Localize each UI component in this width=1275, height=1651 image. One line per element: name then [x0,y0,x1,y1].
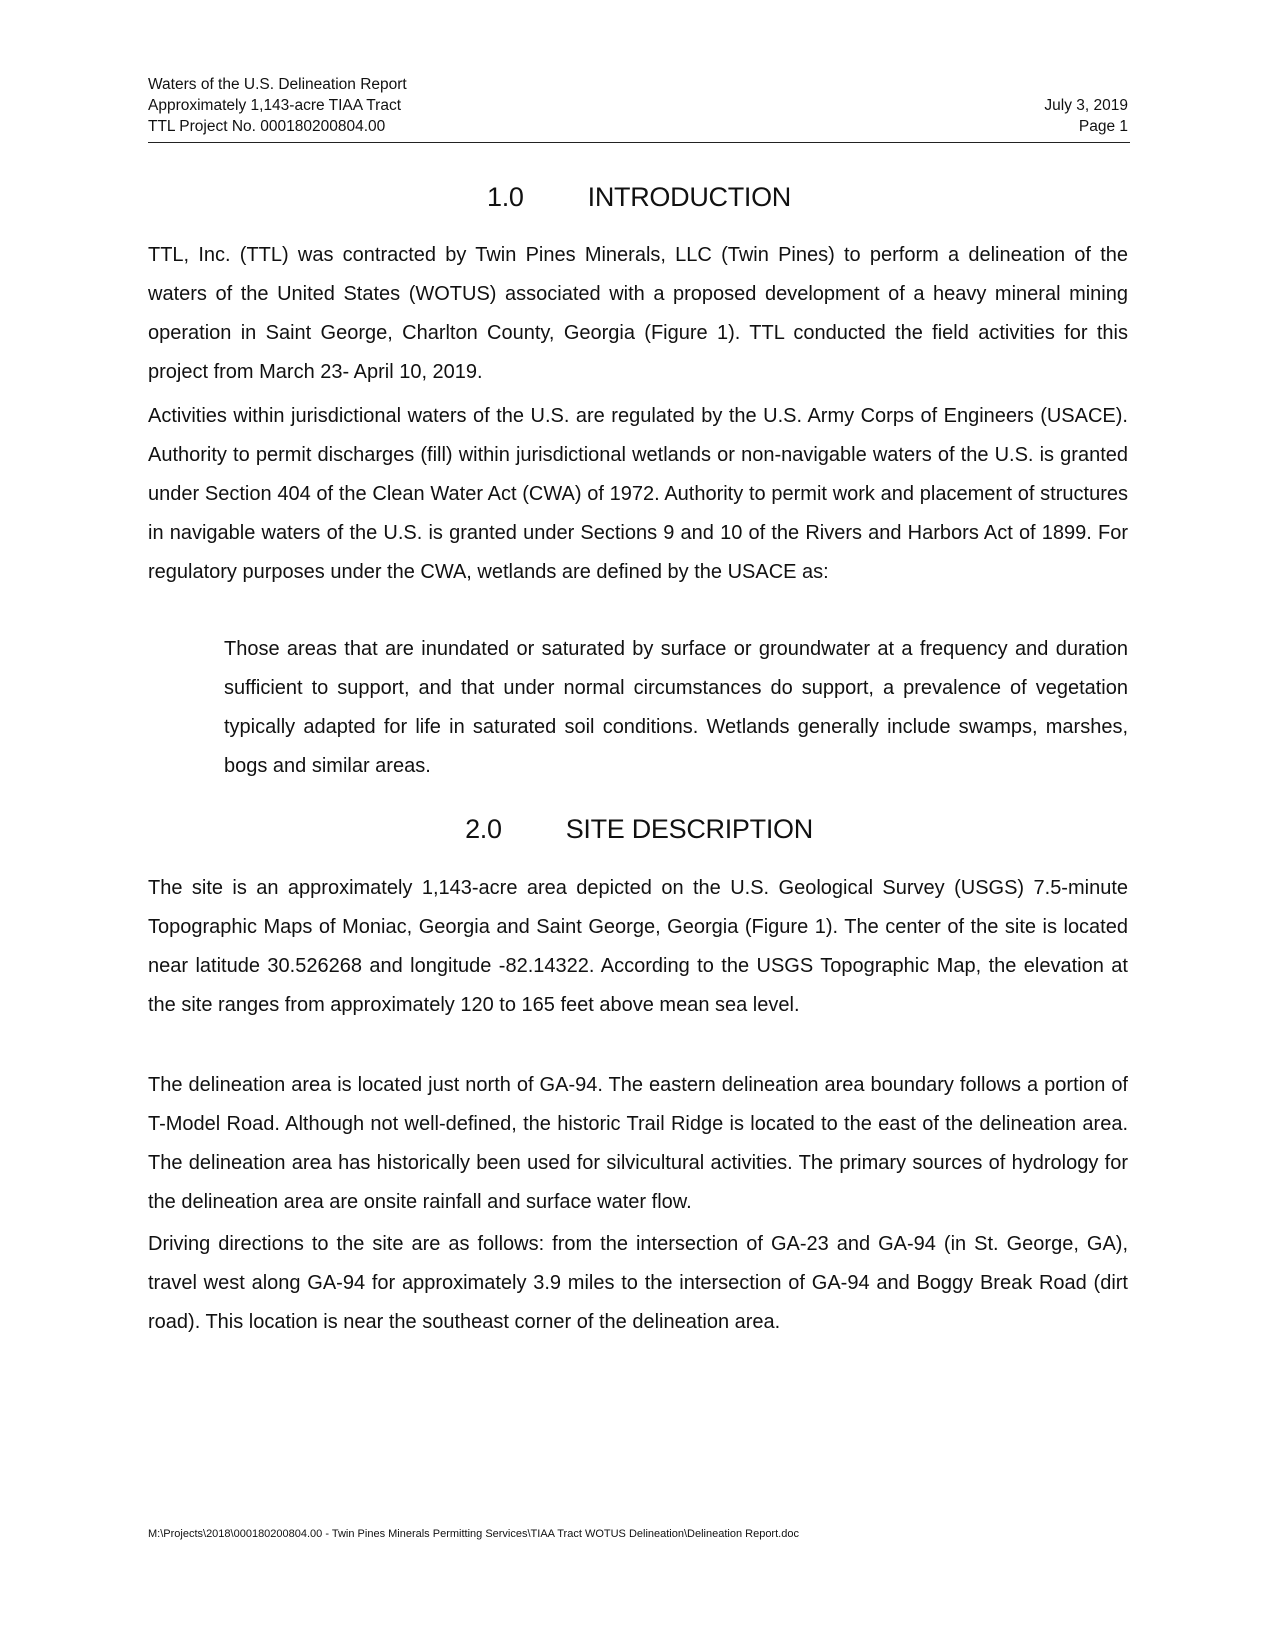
paragraph: The delineation area is located just north of GA-94. The eastern delineation area boundary follows a portion of T-Model Road. Although not well-defined, the historic Trail Ridge is located to the east of the delineation area. The delineation area has historically been used for silvicultural activities. The primary sources of hydrology for the delineation area are onsite rainfall and surface water flow. [148,1074,1128,1213]
paragraph: Activities within jurisdictional waters of the U.S. are regulated by the U.S. Army Corps of Engineers (USACE). Authority to permit discharges (fill) within jurisdictional wetlands or non-navigable waters of the U.S. is granted under Section 404 of the Clean Water Act (CWA) of 1972. Authority to permit work and placement of structures in navigable waters of the U.S. is granted under Sections 9 and 10 of the Rivers and Harbors Act of 1899. For regulatory purposes under the CWA, wetlands are defined by the USACE as: [148,405,1128,583]
paragraph: TTL, Inc. (TTL) was contracted by Twin Pines Minerals, LLC (Twin Pines) to perform a delineation of the waters of the United States (WOTUS) associated with a proposed development of a heavy mineral mining operation in Saint George, Charlton County, Georgia (Figure 1). TTL conducted the field activities for this project from March 23- April 10, 2019. [148,244,1128,383]
paragraph: The site is an approximately 1,143-acre area depicted on the U.S. Geological Survey (USGS) 7.5-minute Topographic Maps of Moniac, Georgia and Saint George, Georgia (Figure 1). The center of the site is located near latitude 30.526268 and longitude -82.14322. According to the USGS Topographic Map, the elevation at the site ranges from approximately 120 to 165 feet above mean sea level. [148,877,1128,1016]
page-number: Page 1 [1078,118,1128,135]
footer-file-path: M:\Projects\2018\000180200804.00 - Twin Pines Minerals Permitting Services\TIAA Tract WOTUS Delineation\Delineation Report.doc [148,1528,799,1540]
header-right-block [1044,95,1128,137]
project-number: TTL Project No. 000180200804.00 [148,118,386,135]
report-date: July 3, 2019 [1044,97,1128,114]
section-heading-introduction [148,182,1130,213]
section-number: 2.0 [465,814,502,844]
tract-name: Approximately 1,143-acre TIAA Tract [148,97,401,114]
page-header [148,74,1130,143]
paragraph: Driving directions to the site are as follows: from the intersection of GA-23 and GA-94 (in St. George, GA), travel west along GA-94 for approximately 3.9 miles to the intersection of GA-94 and Boggy Break Road (dirt road). This location is near the southeast corner of the delineation area. [148,1233,1128,1333]
report-title: Waters of the U.S. Delineation Report [148,76,407,93]
section-title: INTRODUCTION [587,182,792,212]
section-title: SITE DESCRIPTION [565,814,813,844]
section-number: 1.0 [486,182,524,212]
header-left-block [148,74,407,137]
section-heading-site-description [148,814,1130,845]
block-quote-wetlands-definition: Those areas that are inundated or saturated by surface or groundwater at a frequency and duration sufficient to support, and that under normal circumstances do support, a prevalence of vegetation typically adapted for life in saturated soil conditions. Wetlands generally include swamps, marshes, bogs and similar areas. [224,638,1128,777]
